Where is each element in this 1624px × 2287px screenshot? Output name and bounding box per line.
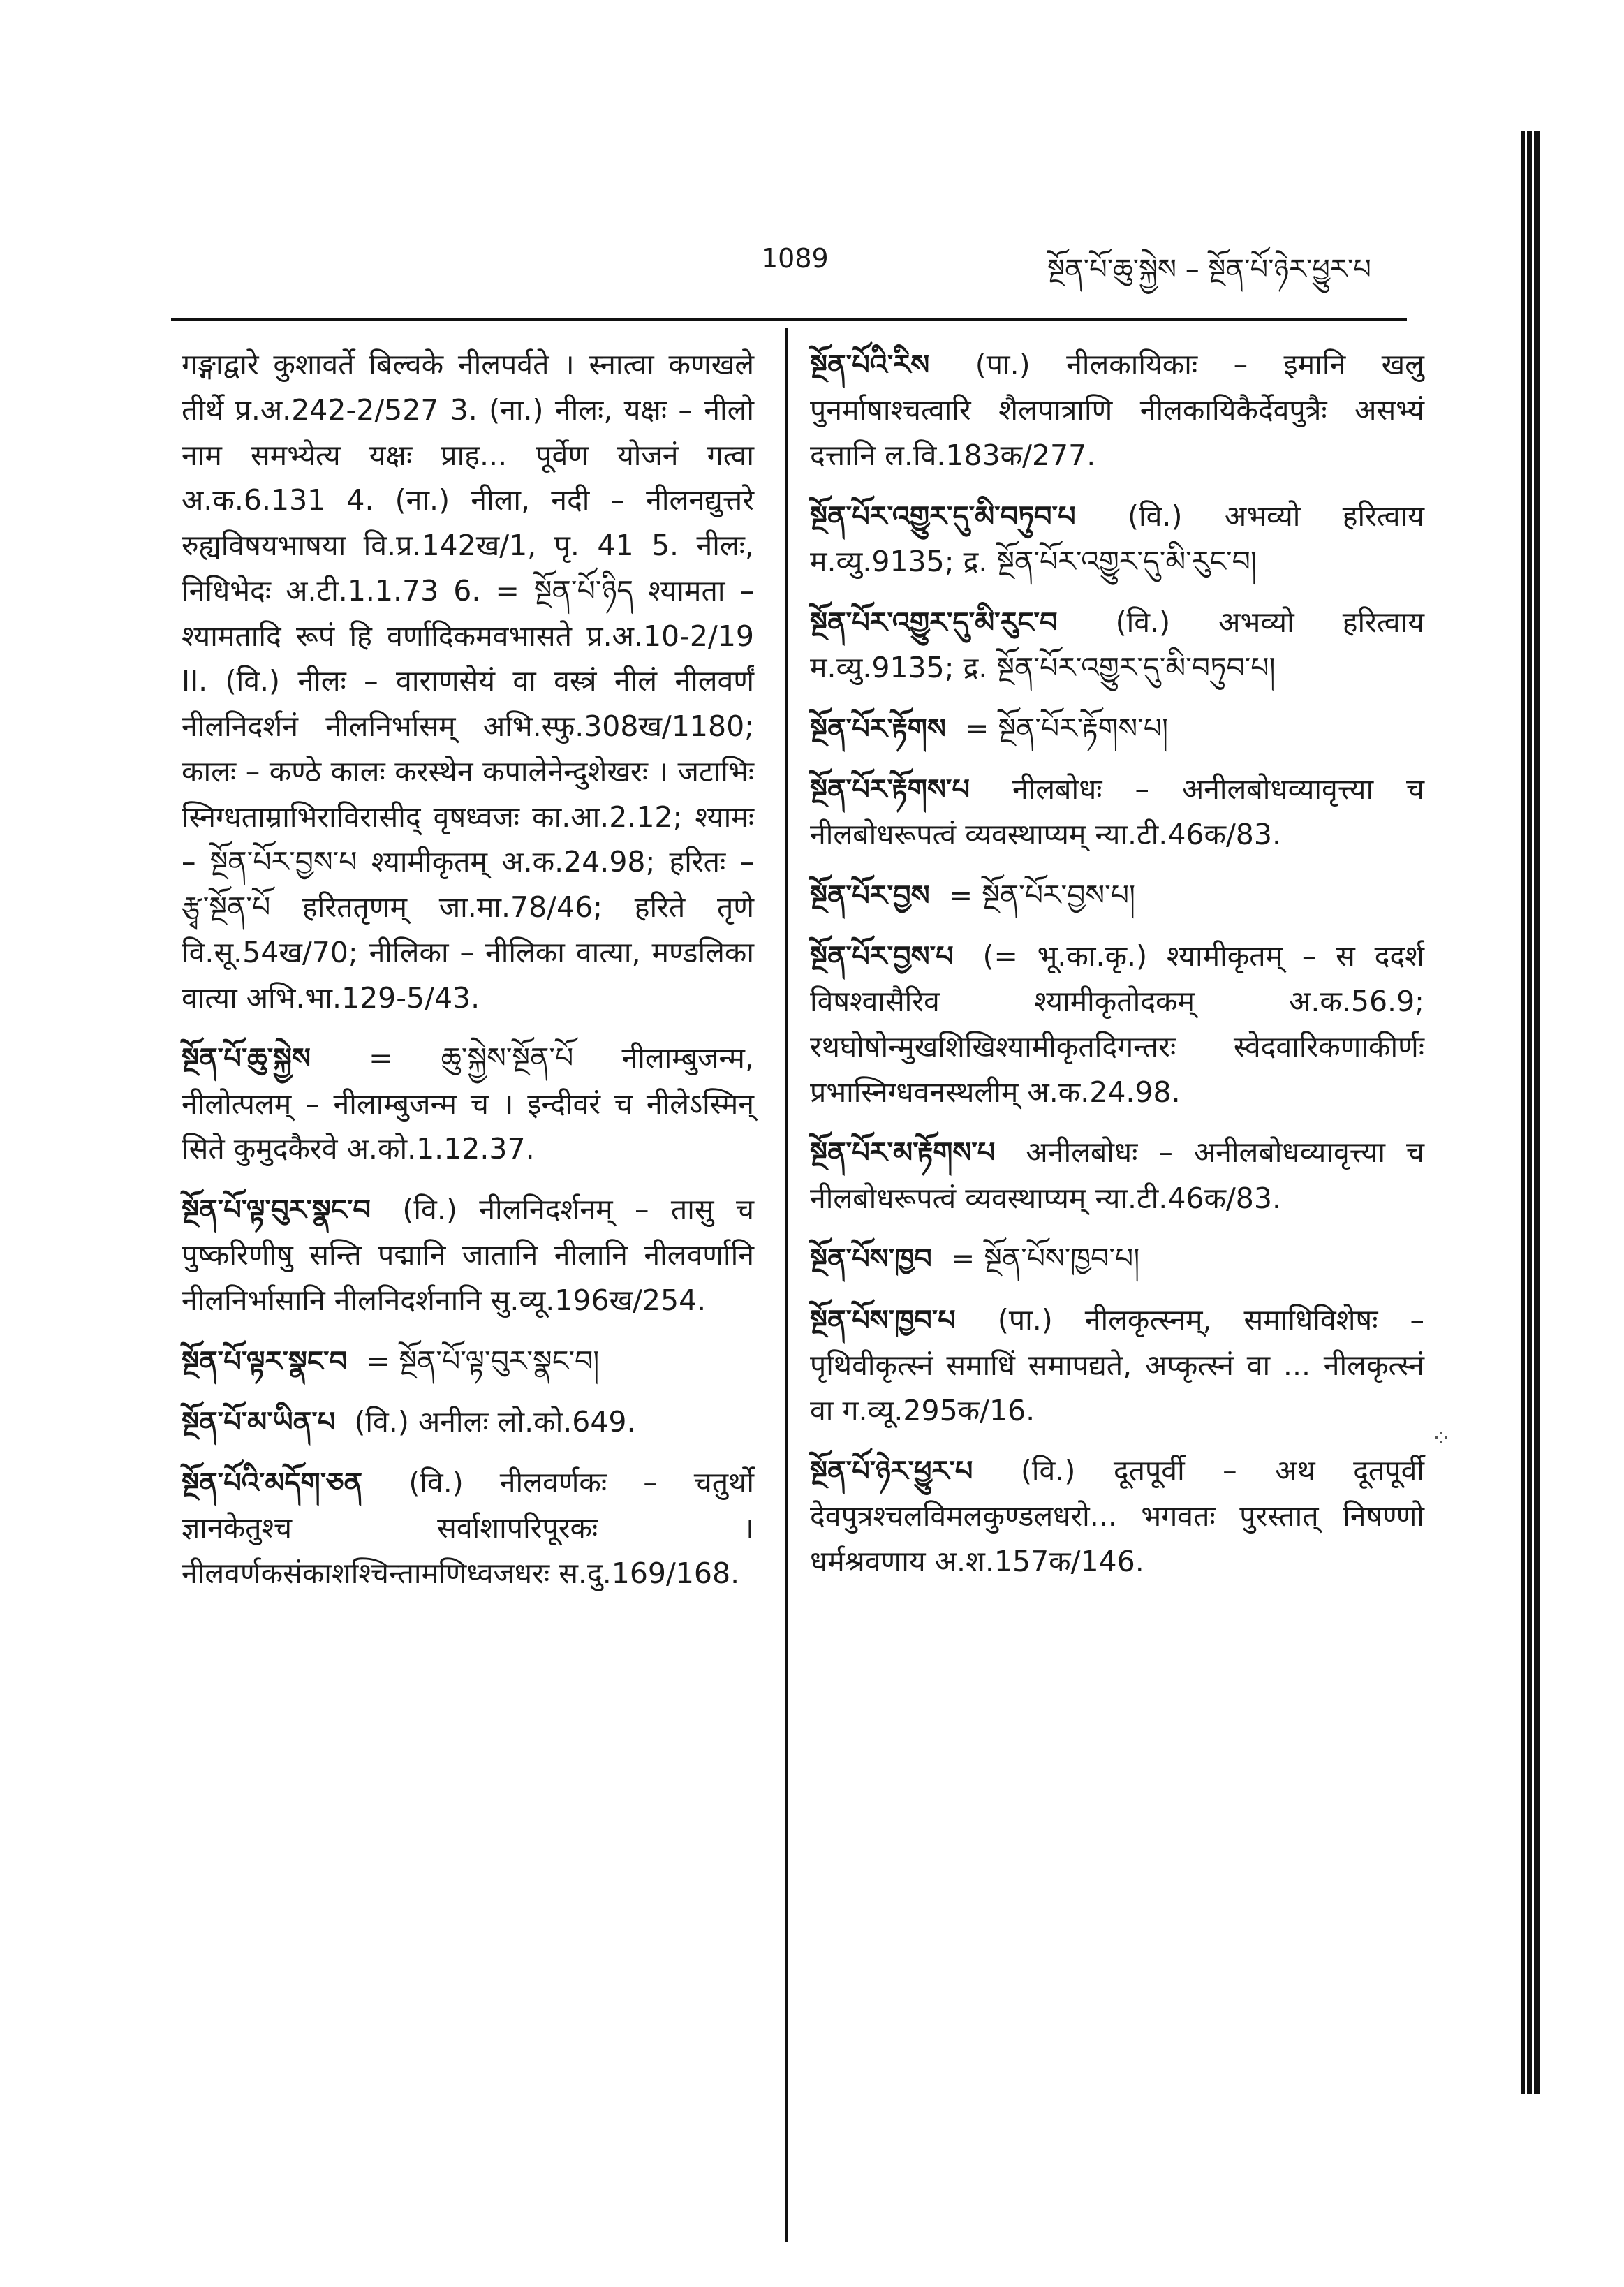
entry-definition: (वि.) अनीलः लो.को.649.: [354, 1405, 636, 1439]
entry-headword: སྔོན་པོར་འགྱུར་དུ་མི་རུང་བ: [810, 606, 1058, 639]
entry-headword: སྔོན་པོའི་མདོག་ཅན: [182, 1467, 363, 1500]
entry-cross-reference: = སྔོན་པོ་ལྟ་བུར་སྣང་བ།: [366, 1344, 600, 1378]
page-number: 1089: [761, 243, 829, 274]
dictionary-entry: [182, 1399, 754, 1445]
entry-headword: སྔོན་པོར་བྱས: [810, 879, 930, 912]
dictionary-entry: [810, 1297, 1424, 1434]
entry-headword: སྔོན་པོར་འགྱུར་དུ་མི་བཏུབ་པ: [810, 500, 1076, 533]
dictionary-entry: [810, 767, 1424, 858]
dictionary-entry: [182, 1460, 754, 1596]
entry-headword: སྔོན་པོ་ཉེར་ཕྱུར་པ: [810, 1455, 973, 1488]
scan-artifact-icon: ⁘: [1431, 1425, 1452, 1453]
dictionary-entry: [182, 1339, 754, 1384]
entry-headword: སྔོན་པོར་བྱས་པ: [810, 940, 954, 973]
entry-headword: སྔོན་པོར་མ་རྟོགས་པ: [810, 1137, 996, 1170]
right-column: [810, 342, 1424, 1600]
entry-definition: (वि.) अभव्यो हरित्वाय म.व्यु.9135; द्र. སྔོན་པོར་འགྱུར་དུ་མི་བཏུབ་པ།: [810, 605, 1424, 684]
entry-definition: (= भू.का.कृ.) श्यामीकृतम् – स ददर्श विषश्वासैरिव श्यामीकृतोदकम् अ.क.56.9; रथघोषोन्मुखशिखिश्यामीकृतदिगन्तरः स्वेदवारिकणाकीर्णः प्रभास्निग्धवनस्थलीम् अ.क.24.98.: [810, 939, 1424, 1109]
running-head: སྔོན་པོ་ཆུ་སྐྱེས – སྔོན་པོ་ཉེར་ཕྱུར་པ: [1047, 253, 1371, 286]
entry-headword: སྔོན་པོ་ལྟར་སྣང་བ: [182, 1345, 347, 1378]
column-divider: [785, 328, 788, 2242]
entry-headword: སྔོན་པོས་ཁྱབ: [810, 1243, 932, 1276]
entry-headword: སྔོན་པོས་ཁྱབ་པ: [810, 1304, 956, 1337]
header-rule: [171, 318, 1407, 321]
dictionary-entry: [182, 1036, 754, 1172]
entry-cross-reference: = སྔོན་པོར་རྟོགས་པ།: [964, 711, 1169, 745]
entry-definition: नीलबोधः – अनीलबोधव्यावृत्त्या च नीलबोधरूपत्वं व्यवस्थाप्यम् न्या.टी.46क/83.: [810, 772, 1424, 851]
dictionary-entry: [810, 1448, 1424, 1584]
entry-definition: (वि.) नीलवर्णकः – चतुर्थो ज्ञानकेतुश्च सर्वाशापरिपूरकः । नीलवर्णकसंकाशश्चिन्तामणिध्वजधरः स.दु.169/168.: [182, 1466, 754, 1591]
dictionary-entry: [182, 1187, 754, 1323]
entry-headword: སྔོན་པོར་རྟོགས་པ: [810, 773, 970, 806]
entry-cross-reference: = སྔོན་པོས་ཁྱབ་པ།: [950, 1242, 1140, 1276]
entry-headword: སྔོན་པོ་ཆུ་སྐྱེས: [182, 1043, 311, 1075]
entry-definition: (वि.) अभव्यो हरित्वाय म.व्यु.9135; द्र. སྔོན་པོར་འགྱུར་དུ་མི་རུང་བ།: [810, 499, 1424, 578]
entry-headword: སྔོན་པོར་རྟོགས: [810, 712, 946, 745]
entry-definition: = ཆུ་སྐྱེས་སྔོན་པོ नीलाम्बुजन्म, नीलोत्पलम् – नीलाम्बुजन्म च । इन्दीवरं च नीलेऽस्मिन् सिते कुमुदकैरवे अ.को.1.12.37.: [182, 1041, 754, 1166]
scan-edge-bar: [1521, 131, 1540, 2094]
entry-headword: སྔོན་པོ་མ་ཡིན་པ: [182, 1406, 336, 1439]
entry-definition: अनीलबोधः – अनीलबोधव्यावृत्त्या च नीलबोधरूपत्वं व्यवस्थाप्यम् न्या.टी.46क/83.: [810, 1135, 1424, 1215]
dictionary-entry: [810, 873, 1424, 918]
entry-definition: (वि.) नीलनिदर्शनम् – तासु च पुष्करिणीषु सन्ति पद्मानि जातानि नीलानि नीलवर्णानि नीलनिर्भासानि नीलनिदर्शनानि सु.व्यू.196ख/254.: [182, 1193, 754, 1318]
entry-definition: (वि.) दूतपूर्वी – अथ दूतपूर्वी देवपुत्रश्चलविमलकुण्डलधरो... भगवतः पुरस्तात् निषण्णो धर्मश्रवणाय अ.श.157क/146.: [810, 1454, 1424, 1579]
entry-definition: (पा.) नीलकृत्स्नम्, समाधिविशेषः – पृथिवीकृत्स्नं समाधिं समापद्यते, अप्कृत्स्नं वा ... नीलकृत्स्नं वा ग.व्यू.295क/16.: [810, 1302, 1424, 1427]
dictionary-entry: [810, 1130, 1424, 1221]
entry-headword: སྔོན་པོའི་རིས: [810, 349, 930, 381]
entry-definition: (पा.) नीलकायिकाः – इमानि खलु पुनर्माषाश्चत्वारि शैलपात्राणि नीलकायिकैर्देवपुत्रैः असभ्यं दत्तानि ल.वि.183क/277.: [810, 348, 1424, 472]
left-column: [182, 342, 754, 1612]
dictionary-entry: [810, 706, 1424, 751]
dictionary-entry: [810, 342, 1424, 478]
entry-headword: སྔོན་པོ་ལྟ་བུར་སྣང་བ: [182, 1194, 371, 1227]
dictionary-entry: [810, 600, 1424, 691]
dictionary-entry: [810, 1236, 1424, 1281]
continued-entry-text: गङ्गाद्वारे कुशावर्ते बिल्वके नीलपर्वते । स्नात्वा कणखले तीर्थे प्र.अ.242-2/527 3. (ना.) नीलः, यक्षः – नीलो नाम समभ्येत्य यक्षः प्राह... पूर्वेण योजनं गत्वा अ.क.6.131 4. (ना.) नीला, नदी – नीलनद्युत्तरे रुह्यविषयभाषया वि.प्र.142ख/1, पृ. 41 5. नीलः, निधिभेदः अ.टी.1.1.73 6. = སྔོན་པོ་ཉིད श्यामता – श्यामतादि रूपं हि वर्णादिकमवभासते प्र.अ.10-2/19 II. (वि.) नीलः – वाराणसेयं वा वस्त्रं नीलं नीलवर्णं नीलनिदर्शनं नीलनिर्भासम् अभि.स्फु.308ख/1180; कालः – कण्ठे कालः करस्थेन कपालेनेन्दुशेखरः । जटाभिः स्निग्धताम्राभिराविरासीद् वृषध्वजः का.आ.2.12; श्यामः – སྔོན་པོར་བྱས་པ श्यामीकृतम् अ.क.24.98; हरितः – རྩྭ་སྔོན་པོ हरिततृणम् जा.मा.78/46; हरिते तृणे वि.सू.54ख/70; नीलिका – नीलिका वात्या, मण्डलिका वात्या अभि.भा.129-5/43.: [182, 348, 754, 1015]
dictionary-entry: [810, 934, 1424, 1115]
entry-cross-reference: = སྔོན་པོར་བྱས་པ།: [948, 878, 1136, 912]
dictionary-entry: [810, 494, 1424, 584]
